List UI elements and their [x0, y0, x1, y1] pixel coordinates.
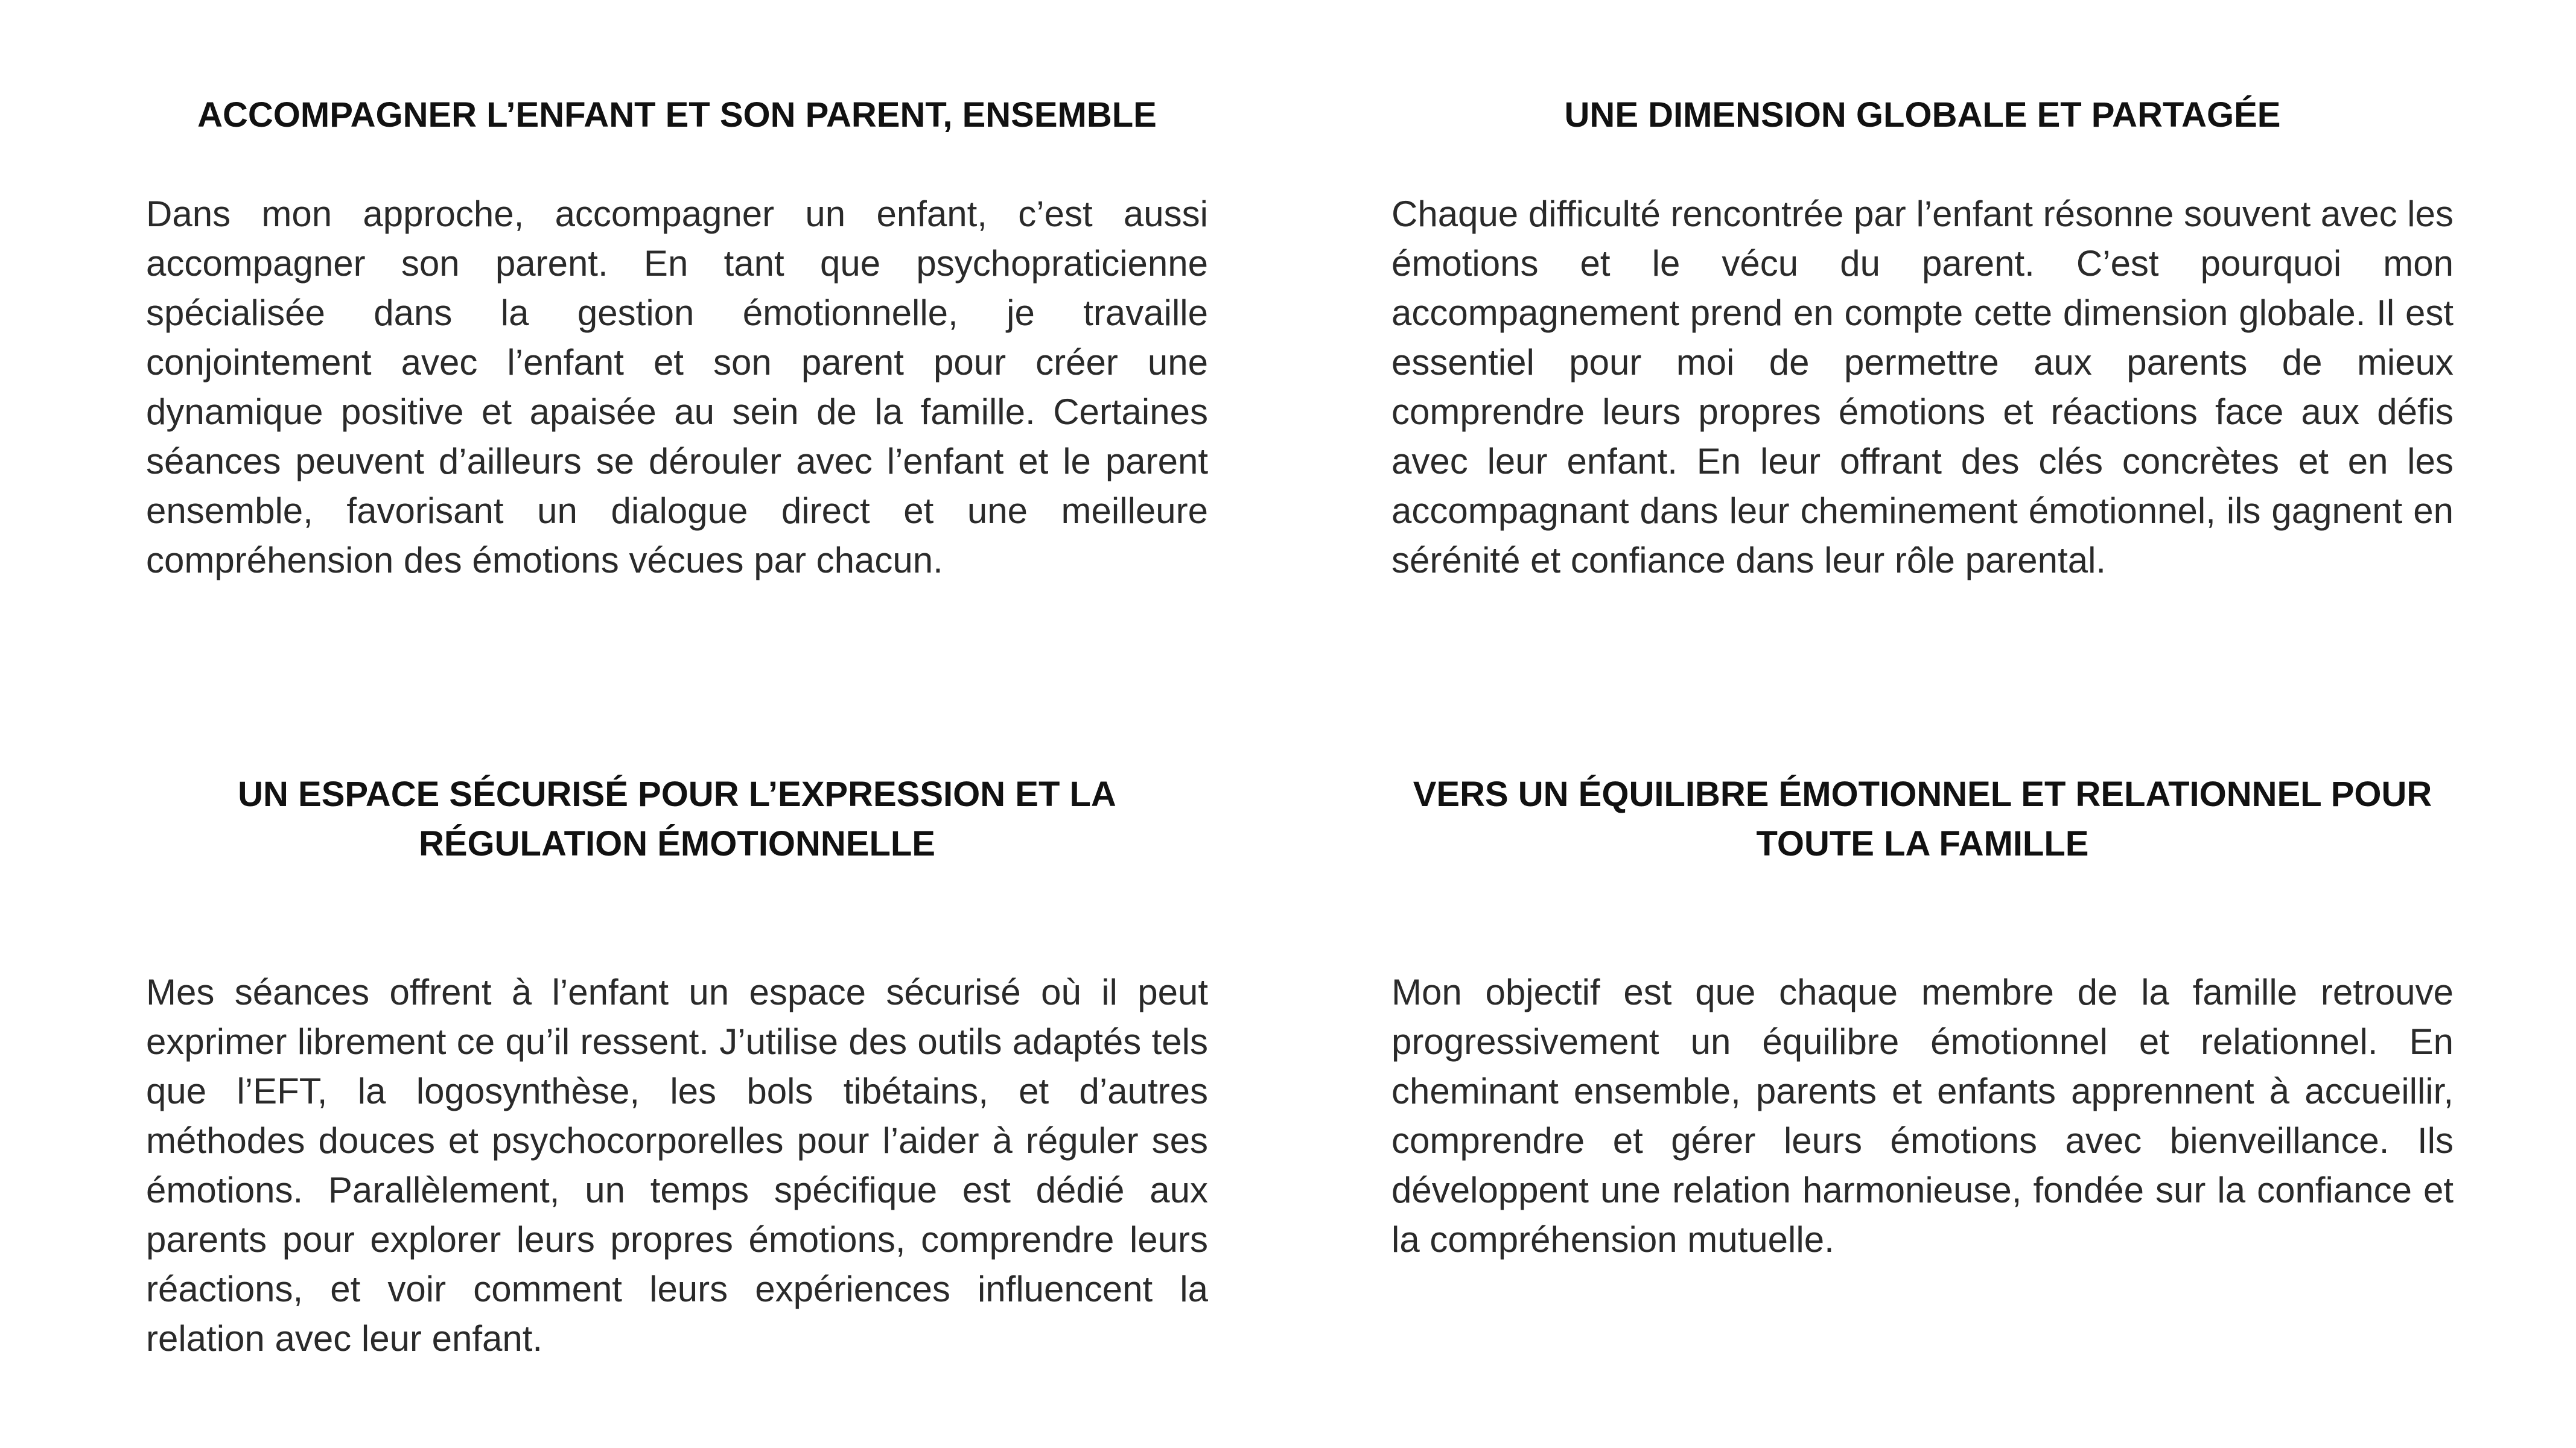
- section-heading: ACCOMPAGNER L’ENFANT ET SON PARENT, ENSEMBLE: [197, 95, 1157, 135]
- section-dimension-globale: [1391, 91, 2454, 585]
- section-heading: UN ESPACE SÉCURISÉ POUR L’EXPRESSION ET LA RÉGULATION ÉMOTIONNELLE: [238, 775, 1116, 863]
- section-body: Chaque difficulté rencontrée par l’enfant résonne souvent avec les émotions et le vécu du parent. C’est pourquoi mon accompagnement prend en compte cette dimension globale. Il est essentiel pour moi de permettre aux parents de mieux comprendre leurs propres émotions et réactions face aux défis avec leur enfant. En leur offrant des clés concrètes et en les accompagnant dans leur cheminement émotionnel, ils gagnent en sérénité et confiance dans leur rôle parental.: [1391, 194, 2454, 580]
- section-heading: UNE DIMENSION GLOBALE ET PARTAGÉE: [1564, 95, 2281, 135]
- section-equilibre: [1391, 770, 2454, 1265]
- section-body: Dans mon approche, accompagner un enfant, c’est aussi accompagner son parent. En tant que psychopraticienne spécialisée dans la gestion émotionnelle, je travaille conjointement avec l’enfant et son parent pour créer une dynamique positive et apaisée au sein de la famille. Certaines séances peuvent d’ailleurs se dérouler avec l’enfant et le parent ensemble, favorisant un dialogue direct et une meilleure compréhension des émotions vécues par chacun.: [146, 194, 1208, 580]
- section-body: Mon objectif est que chaque membre de la famille retrouve progressivement un équilibre émotionnel et relationnel. En cheminant ensemble, parents et enfants apprennent à accueillir, comprendre et gérer leurs émotions avec bienveillance. Ils développent une relation harmonieuse, fondée sur la confiance et la compréhension mutuelle.: [1391, 972, 2454, 1260]
- section-heading: VERS UN ÉQUILIBRE ÉMOTIONNEL ET RELATIONNEL POUR TOUTE LA FAMILLE: [1413, 775, 2432, 863]
- section-espace-securise: [146, 770, 1208, 1364]
- section-body: Mes séances offrent à l’enfant un espace sécurisé où il peut exprimer librement ce qu’il ressent. J’utilise des outils adaptés tels que l’EFT, la logosynthèse, les bols tibétains, et d’autres méthodes douces et psychocorporelles pour l’aider à réguler ses émotions. Parallèlement, un temps spécifique est dédié aux parents pour explorer leurs propres émotions, comprendre leurs réactions, et voir comment leurs expériences influencent la relation avec leur enfant.: [146, 972, 1208, 1359]
- section-accompagner: [146, 91, 1208, 585]
